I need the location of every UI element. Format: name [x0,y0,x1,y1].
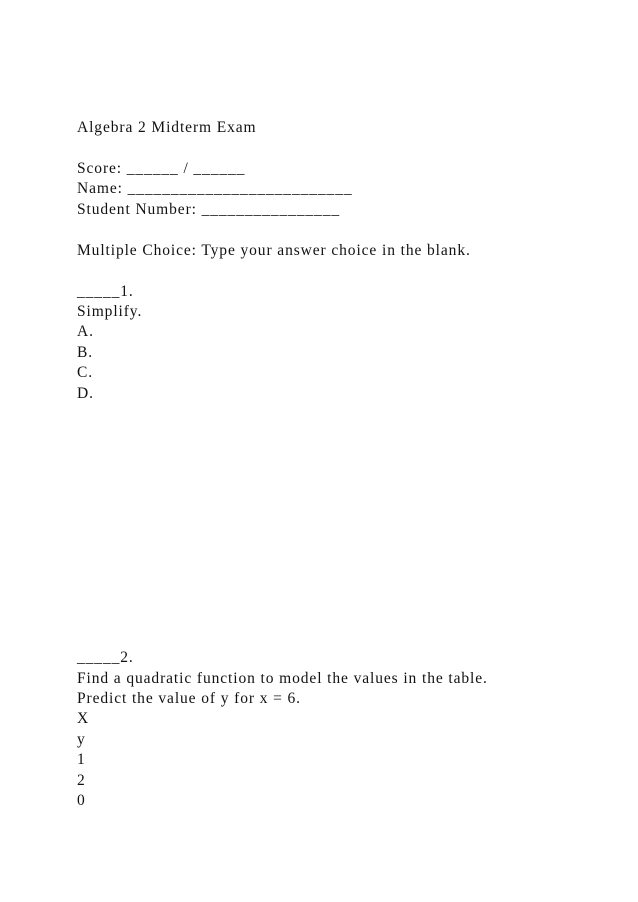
question-1-number: _____1. [77,283,134,300]
table-cell: 2 [77,772,86,789]
question-1-choice-b: B. [77,344,94,361]
question-2-number: _____2. [77,649,134,666]
name-line: Name: __________________________ [77,180,353,197]
student-number-line: Student Number: ________________ [77,201,341,218]
exam-title: Algebra 2 Midterm Exam [77,119,257,136]
table-cell-x-header: X [77,710,90,727]
question-1-choice-c: C. [77,364,94,381]
table-cell-y-header: y [77,731,86,748]
table-cell: 1 [77,751,86,768]
table-cell: 0 [77,792,86,809]
question-2-prompt-line-1: Find a quadratic function to model the values in the table. [77,670,488,687]
score-line: Score: ______ / ______ [77,160,246,177]
question-1-prompt: Simplify. [77,303,143,320]
question-2-prompt-line-2: Predict the value of y for x = 6. [77,690,301,707]
instructions: Multiple Choice: Type your answer choice in the blank. [77,242,471,259]
question-1-choice-d: D. [77,385,94,402]
question-1-choice-a: A. [77,323,94,340]
